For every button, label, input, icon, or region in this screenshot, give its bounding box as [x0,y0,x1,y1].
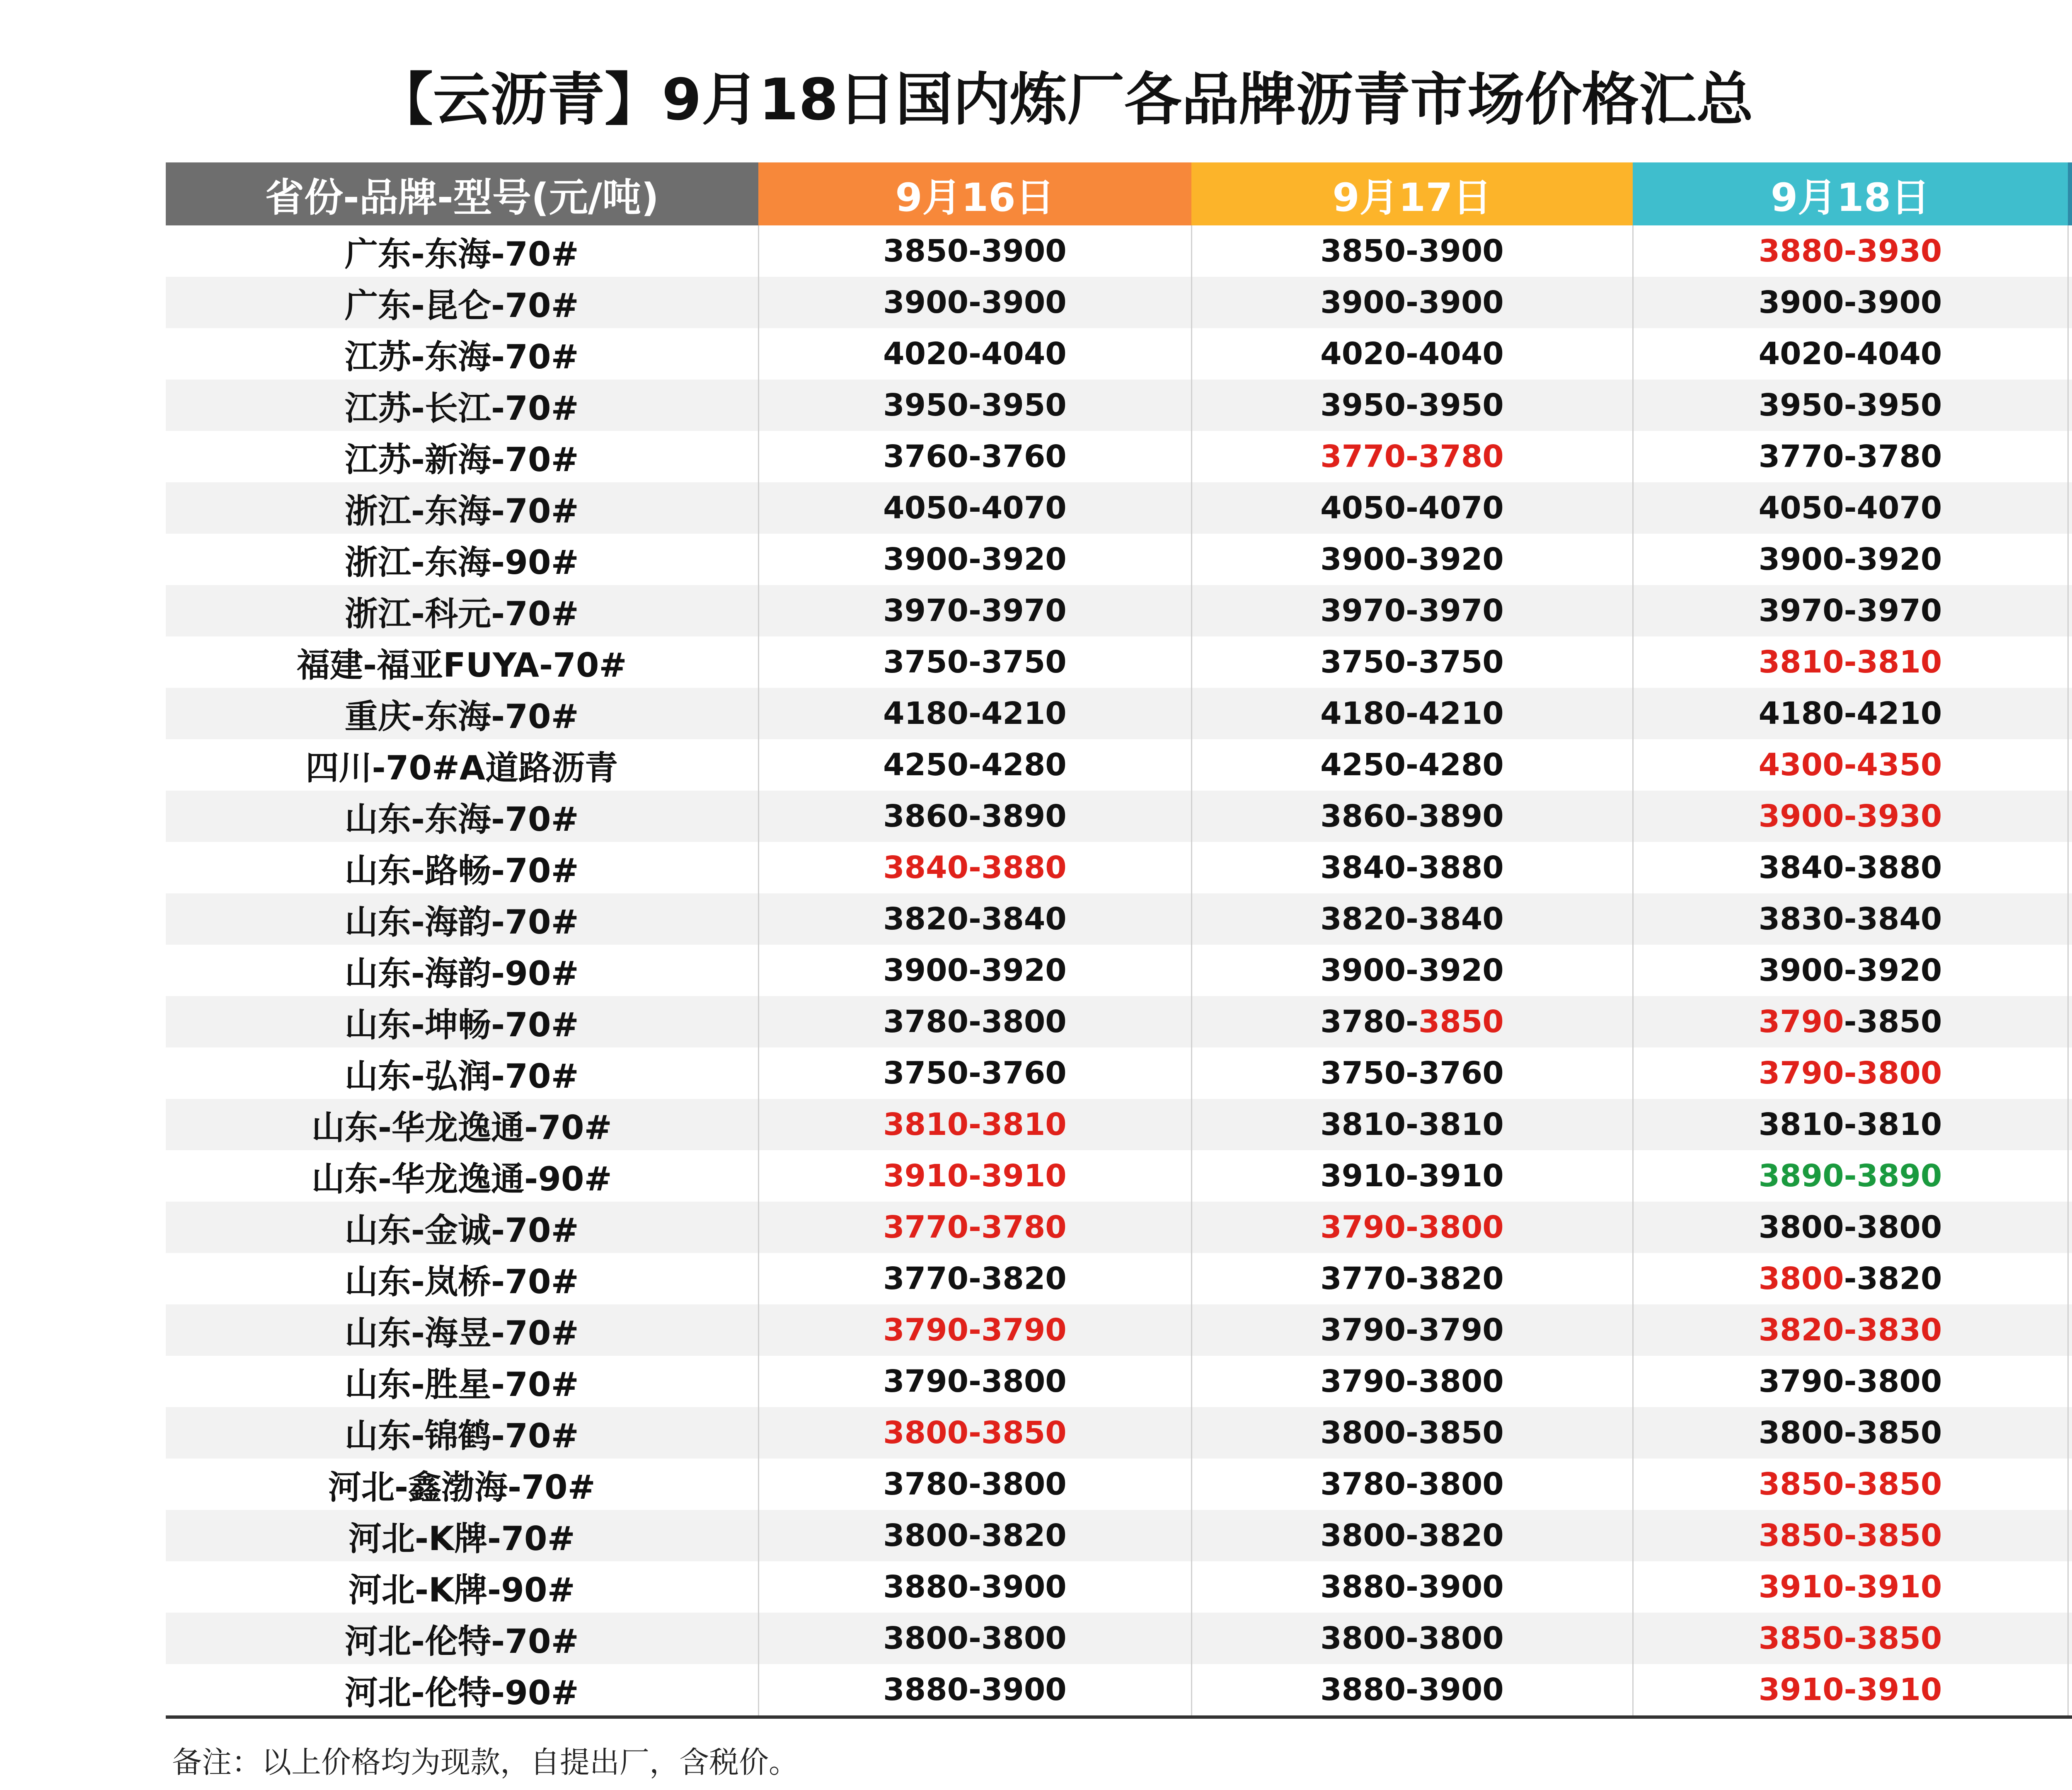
price-0916-text: 3900-3920 [883,542,1067,577]
price-0917-text: 4050-4070 [1320,490,1504,526]
price-0916-cell [758,1304,1191,1356]
price-0916-text: 3770-3820 [883,1261,1067,1297]
product-name: 浙江-东海-90# [344,543,579,582]
table-row [166,1202,2072,1253]
price-0916-text: 3900-3900 [883,285,1067,320]
price-0917-text: 3900-3900 [1320,285,1504,320]
table-row [166,534,2072,585]
price-0916-cell [758,791,1191,842]
table-row [166,277,2072,328]
price-0916-text-rise: 3810-3810 [883,1107,1067,1142]
price-0918-text-rise: 3810-3810 [1758,644,1942,680]
price-0916-cell [758,1253,1191,1304]
table-row [166,893,2072,945]
price-0916-cell [758,1459,1191,1510]
price-0918-cell [1633,1561,2068,1613]
price-0918-text: 3950-3950 [1758,387,1942,423]
price-0918-text: 4050-4070 [1758,490,1942,526]
price-change-cell [2068,482,2072,534]
price-0916-cell [758,328,1191,380]
table-row [166,1253,2072,1304]
price-0916-cell [758,1664,1191,1717]
price-change-cell [2068,893,2072,945]
price-0916-text: 3860-3890 [883,798,1067,834]
product-name: 河北-K牌-90# [348,1570,575,1609]
product-name: 山东-海韵-70# [166,893,758,945]
price-0917-cell [1191,1356,1633,1407]
header-product: 省份-品牌-型号(元/吨) [166,162,758,225]
price-0917-text: 3880-3900 [1320,1672,1504,1708]
price-0916-text: 4020-4040 [883,336,1067,372]
price-0916-text: 4050-4070 [883,490,1067,526]
table-row [166,328,2072,380]
price-0917-text: 3790-3800 [1320,1364,1504,1399]
price-change-cell [2068,1407,2072,1459]
table-row [166,1150,2072,1202]
price-0917-text: 3860-3890 [1320,798,1504,834]
price-0916-cell [758,1613,1191,1664]
price-0916-text: 3850-3900 [883,233,1067,269]
price-0917-text: 3800-3820 [1320,1518,1504,1553]
price-0916-text: 3970-3970 [883,593,1067,629]
product-name: 浙江-科元-70# [166,585,758,636]
product-name: 山东-胜星-70# [344,1365,579,1404]
price-0918-cell [1633,1253,2068,1304]
price-0917-cell [1191,482,1633,534]
price-change-cell [2068,225,2072,277]
price-0918-cell [1633,688,2068,739]
price-change-cell [2068,1510,2072,1561]
price-0917-text: 3810-3810 [1320,1107,1504,1142]
price-change-cell [2068,534,2072,585]
price-0918-cell [1633,1047,2068,1099]
product-name: 重庆-东海-70# [166,688,758,739]
price-0918-text-rise: 3850-3850 [1758,1466,1942,1502]
price-0918-text-rise: 3910-3910 [1758,1569,1942,1605]
price-change-cell [2068,791,2072,842]
footnote: 备注：以上价格均为现款，自提出厂，含税价。 [172,1745,799,1780]
price-change-cell [2068,431,2072,482]
price-0917-cell [1191,945,1633,996]
price-0917-text: 3900-3920 [1320,542,1504,577]
price-0918-text-rise: 3910-3910 [1758,1672,1942,1708]
price-0916-text: 3760-3760 [883,439,1067,474]
price-0918-cell [1633,328,2068,380]
price-0917-text-rise: 3790-3800 [1320,1209,1504,1245]
product-name: 河北-K牌-70# [166,1510,758,1561]
price-0918-text: 3840-3880 [1758,850,1942,885]
price-0917-text: 4020-4040 [1320,336,1504,372]
price-0917-text: 3900-3920 [1320,953,1504,988]
table-row [166,431,2072,482]
price-0917-cell [1191,842,1633,893]
table-row [166,585,2072,636]
price-0916-text: 3780-3800 [883,1004,1067,1040]
price-0916-text: 3750-3760 [883,1055,1067,1091]
price-0917-cell [1191,1510,1633,1561]
price-0916-text: 3800-3800 [883,1621,1067,1656]
header-date-0916: 9月16日 [758,162,1191,225]
price-0917-text: 3800-3850 [1320,1415,1504,1451]
price-0916-cell [758,842,1191,893]
price-0917-text: 3950-3950 [1320,387,1504,423]
price-0918-cell [1633,1664,2068,1717]
price-0917-text: 4250-4280 [1320,747,1504,783]
product-name: 河北-鑫渤海-70# [328,1468,595,1507]
price-0918-cell [1633,1613,2068,1664]
table-row [166,1047,2072,1099]
table-row [166,1510,2072,1561]
price-0916-cell [758,1561,1191,1613]
table-row [166,1664,2072,1717]
price-0918-cell [1633,945,2068,996]
price-0918-cell [1633,482,2068,534]
price-change-cell [2068,1664,2072,1717]
price-0918-cell [1633,1150,2068,1202]
price-0917-text: 4180-4210 [1320,696,1504,731]
price-0917-text: 3880-3900 [1320,1569,1504,1605]
price-0917-cell [1191,636,1633,688]
price-0917-text: 3970-3970 [1320,593,1504,629]
table-row [166,996,2072,1047]
price-0918-text: 3790-3800 [1758,1364,1942,1399]
price-0918-text-rise: 3850-3850 [1758,1518,1942,1553]
product-name: 山东-东海-70# [166,791,758,842]
price-0917-text: 3850-3900 [1320,233,1504,269]
price-0917-cell [1191,791,1633,842]
product-name: 广东-昆仑-70# [166,277,758,328]
price-change-cell [2068,1356,2072,1407]
price-0918-text: -3850 [1844,1004,1942,1040]
price-change-cell [2068,739,2072,791]
price-change-cell [2068,380,2072,431]
price-0917-text: 3790-3790 [1320,1312,1504,1348]
price-0917-cell [1191,1664,1633,1717]
price-0917-text: 3800-3800 [1320,1621,1504,1656]
price-0917-cell [1191,585,1633,636]
price-0918-cell [1633,636,2068,688]
price-0917-cell [1191,739,1633,791]
price-0918-text-rise: 3850-3850 [1758,1621,1942,1656]
price-0918-cell [1633,739,2068,791]
price-0917-cell [1191,380,1633,431]
product-name: 广东-东海-70# [344,235,579,273]
price-0916-text-rise: 3910-3910 [883,1158,1067,1194]
price-0918-text-rise: 3880-3930 [1758,233,1942,269]
price-0918-cell [1633,996,2068,1047]
price-0916-text: 3820-3840 [883,901,1067,937]
price-0916-cell [758,225,1191,277]
price-0917-cell [1191,534,1633,585]
price-0916-cell [758,739,1191,791]
price-0916-cell [758,996,1191,1047]
product-name: 山东-海韵-90# [344,954,579,993]
price-change-cell [2068,1613,2072,1664]
product-name: 山东-海昱-70# [166,1304,758,1356]
price-0917-cell [1191,1253,1633,1304]
price-0916-cell [758,585,1191,636]
price-0916-cell [758,1099,1191,1150]
price-0918-cell [1633,1099,2068,1150]
price-0916-text: 3790-3800 [883,1364,1067,1399]
price-0916-cell [758,1150,1191,1202]
product-name: 四川-70#A道路沥青 [305,748,618,787]
price-change-cell [2068,328,2072,380]
price-0917-text: 3770-3820 [1320,1261,1504,1297]
page-title: 【云沥青】9月18日国内炼厂各品牌沥青市场价格汇总 [375,66,1754,133]
price-change-cell [2068,996,2072,1047]
table-row [166,1459,2072,1510]
price-0917-cell [1191,893,1633,945]
price-change-cell [2068,688,2072,739]
price-0917-text: 3750-3760 [1320,1055,1504,1091]
product-name: 山东-锦鹤-70# [166,1407,758,1459]
table-row [166,739,2072,791]
table-row [166,1356,2072,1407]
product-name: 福建-福亚FUYA-70# [296,646,627,685]
price-0916-text-rise: 3800-3850 [883,1415,1067,1451]
price-0918-cell [1633,225,2068,277]
price-0918-text: 3970-3970 [1758,593,1942,629]
price-0916-text: 3750-3750 [883,644,1067,680]
product-name: 山东-坤畅-70# [166,996,758,1047]
price-change-cell [2068,945,2072,996]
table-row [166,1613,2072,1664]
price-0918-text-rise: 3790 [1758,1004,1844,1040]
product-name: 江苏-东海-70# [344,337,579,376]
price-change-cell [2068,1304,2072,1356]
price-0918-text: 3900-3920 [1758,542,1942,577]
price-0917-text: 3910-3910 [1320,1158,1504,1194]
price-0916-text-rise: 3790-3790 [883,1312,1067,1348]
price-0917-text-rise: 3770-3780 [1320,439,1504,474]
price-0918-text-rise: 3800 [1758,1261,1844,1297]
header-date-0918: 9月18日 [1633,162,2068,225]
price-0916-cell [758,1356,1191,1407]
table-row [166,380,2072,431]
price-0918-text: 4020-4040 [1758,336,1942,372]
header-change [2068,162,2072,225]
price-0917-text-rise: 3850 [1418,1004,1504,1040]
price-0916-text: 3800-3820 [883,1518,1067,1553]
table-row [166,945,2072,996]
price-0917-cell [1191,1561,1633,1613]
price-0917-text: 3780-3800 [1320,1466,1504,1502]
product-name: 山东-华龙逸通-90# [311,1159,612,1198]
table-row [166,791,2072,842]
price-0918-text: 3900-3920 [1758,953,1942,988]
price-0918-text: 4180-4210 [1758,696,1942,731]
price-0917-cell [1191,1407,1633,1459]
price-0917-cell [1191,1459,1633,1510]
price-0917-text: 3840-3880 [1320,850,1504,885]
price-0918-cell [1633,1202,2068,1253]
price-0918-cell [1633,893,2068,945]
price-change-cell [2068,1561,2072,1613]
price-0918-cell [1633,380,2068,431]
price-0917-cell [1191,328,1633,380]
product-name: 浙江-东海-70# [166,482,758,534]
price-0918-text: 3800-3800 [1758,1209,1942,1245]
price-0918-text: -3820 [1844,1261,1942,1297]
product-name: 江苏-新海-70# [344,440,579,479]
price-0918-text: 3770-3780 [1758,439,1942,474]
table-row [166,482,2072,534]
price-0917-cell [1191,1047,1633,1099]
price-0916-cell [758,945,1191,996]
price-0917-text: 3780- [1320,1004,1418,1040]
table-row [166,1407,2072,1459]
product-name: 河北-伦特-70# [166,1613,758,1664]
product-name: 山东-路畅-70# [344,851,579,890]
price-0916-text: 3780-3800 [883,1466,1067,1502]
table-row [166,225,2072,277]
price-change-cell [2068,1459,2072,1510]
product-name: 江苏-长江-70# [166,380,758,431]
price-change-cell [2068,277,2072,328]
table-row [166,688,2072,739]
table-row [166,1099,2072,1150]
price-0916-cell [758,482,1191,534]
price-0918-cell [1633,1304,2068,1356]
price-0916-cell [758,534,1191,585]
price-0918-cell [1633,585,2068,636]
price-change-cell [2068,636,2072,688]
price-0918-cell [1633,277,2068,328]
price-change-cell [2068,842,2072,893]
price-0916-cell [758,1202,1191,1253]
product-name: 山东-华龙逸通-70# [166,1099,758,1150]
product-name: 山东-岚桥-70# [344,1262,579,1301]
price-0916-cell [758,1510,1191,1561]
price-0918-text: 3900-3900 [1758,285,1942,320]
price-0916-cell [758,431,1191,482]
price-0916-text: 4250-4280 [883,747,1067,783]
price-0916-cell [758,688,1191,739]
price-0917-cell [1191,1613,1633,1664]
price-0917-cell [1191,996,1633,1047]
price-0916-text: 3950-3950 [883,387,1067,423]
price-0918-text: 3830-3840 [1758,901,1942,937]
price-0917-cell [1191,1304,1633,1356]
price-0918-text: 3800-3850 [1758,1415,1942,1451]
price-table [166,162,2072,1719]
header-date-0917: 9月17日 [1191,162,1633,225]
table-header-row [166,162,2072,225]
price-0918-text-rise: 3820-3830 [1758,1312,1942,1348]
price-change-cell [2068,1253,2072,1304]
price-0916-cell [758,1047,1191,1099]
price-0917-text: 3820-3840 [1320,901,1504,937]
product-name: 河北-伦特-90# [166,1664,758,1717]
price-0917-cell [1191,225,1633,277]
price-0916-cell [758,277,1191,328]
price-0918-cell [1633,1510,2068,1561]
price-0917-cell [1191,277,1633,328]
price-0918-cell [1633,431,2068,482]
price-0916-text-rise: 3840-3880 [883,850,1067,885]
table-row [166,1561,2072,1613]
price-0918-cell [1633,842,2068,893]
price-0918-cell [1633,1459,2068,1510]
price-change-cell [2068,1202,2072,1253]
price-0918-text-rise: 3790-3800 [1758,1055,1942,1091]
price-0917-cell [1191,688,1633,739]
price-change-cell [2068,585,2072,636]
product-name: 山东-弘润-70# [344,1057,579,1096]
price-0918-text-rise: 3900-3930 [1758,798,1942,834]
price-change-cell [2068,1047,2072,1099]
price-0918-cell [1633,1407,2068,1459]
price-0916-cell [758,1407,1191,1459]
price-0918-text: 3810-3810 [1758,1107,1942,1142]
table-row [166,636,2072,688]
price-0917-cell [1191,1099,1633,1150]
price-0916-text-rise: 3770-3780 [883,1209,1067,1245]
price-0917-text: 3750-3750 [1320,644,1504,680]
price-0917-cell [1191,1150,1633,1202]
price-0916-text: 3880-3900 [883,1569,1067,1605]
price-0916-text: 3880-3900 [883,1672,1067,1708]
price-0918-text-rise: 4300-4350 [1758,747,1942,783]
price-change-cell [2068,1099,2072,1150]
price-0917-cell [1191,431,1633,482]
price-0916-text: 4180-4210 [883,696,1067,731]
table-row [166,842,2072,893]
price-0916-cell [758,380,1191,431]
price-0916-cell [758,636,1191,688]
price-0917-cell [1191,1202,1633,1253]
price-0918-cell [1633,1356,2068,1407]
table-row [166,1304,2072,1356]
price-0918-cell [1633,534,2068,585]
product-name: 山东-金诚-70# [166,1202,758,1253]
price-0916-cell [758,893,1191,945]
price-0918-text-fall: 3890-3890 [1758,1158,1942,1194]
price-change-cell [2068,1150,2072,1202]
price-0918-cell [1633,791,2068,842]
price-0916-text: 3900-3920 [883,953,1067,988]
